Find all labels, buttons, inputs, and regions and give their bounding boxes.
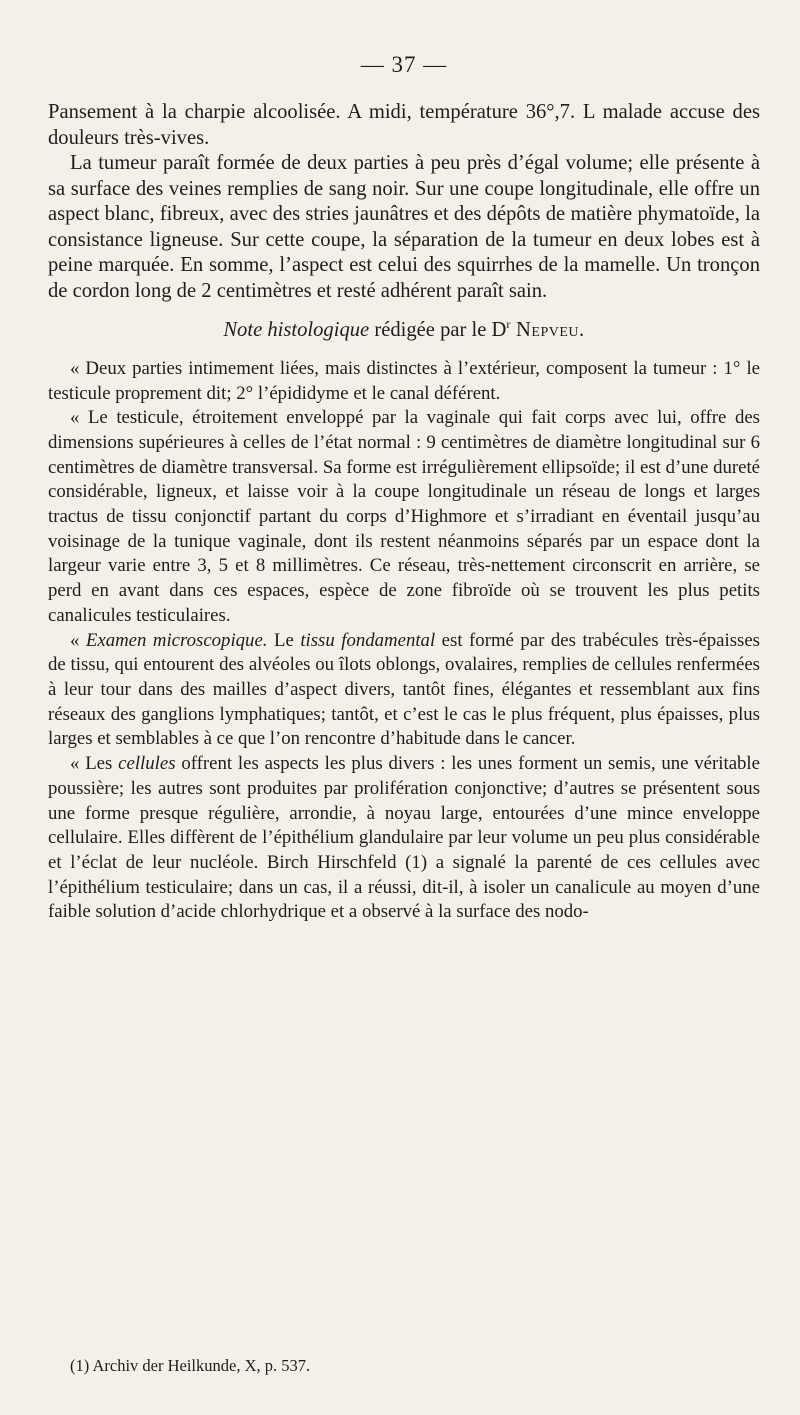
page-number: — 37 —	[360, 52, 448, 77]
note-heading-sup: r	[506, 317, 511, 331]
note-heading	[48, 312, 760, 343]
document-page	[48, 52, 760, 1392]
note-heading-author: Nepveu.	[510, 318, 585, 341]
paragraph: La tumeur paraît formée de deux parties à peu près d’égal volume; elle présente à sa surface des veines remplies de sang noir. Sur une coupe longitudinale, elle offre un aspect blanc, fibreux, avec des stries jaunâtres et des dépôts de matière phymatoïde, la consistance ligneuse. Sur cette coupe, la séparation de la tumeur en deux lobes est à peine marquée. En somme, l’aspect est celui des squirrhes de la mamelle. Un tronçon de cordon long de 2 centimètres et resté adhérent paraît sain.	[48, 152, 760, 302]
case-report-text	[48, 100, 760, 304]
footnote: (1) Archiv der Heilkunde, X, p. 537.	[70, 1356, 311, 1375]
paragraph: « Examen microscopique. Le tissu fondamental est formé par des trabécules très-épaisses de tissu, qui entourent des alvéoles ou îlots oblongs, ovalaires, remplies de cellules renfermées à leur tour dans des mailles d’aspect divers, tantôt fines, élégantes et ressemblant aux fins réseaux des ganglions lymphatiques; tantôt, et c’est le cas le plus fréquent, plus épaisses, plus larges et semblables à ce que l’on rencontre d’habitude dans le cancer.	[48, 629, 760, 750]
paragraph: « Deux parties intimement liées, mais distinctes à l’extérieur, composent la tumeur : 1° le testicule proprement dit; 2° l’épididyme et le canal déférent.	[48, 357, 760, 404]
histology-note-text	[48, 357, 760, 925]
paragraph: Pansement à la charpie alcoolisée. A midi, température 36°,7. L malade accuse des douleurs très-vives.	[48, 101, 760, 149]
paragraph: « Les cellules offrent les aspects les plus divers : les unes forment un semis, une véritable poussière; les autres sont produites par prolifération conjonctive; d’autres se présentent sous une forme presque régulière, arrondie, à noyau large, entourées d’une mince enveloppe cellulaire. Elles diffèrent de l’épithélium glandulaire par leur volume un peu plus considérable et l’éclat de leur nucléole. Birch Hirschfeld (1) a signalé la parenté de ces cellules avec l’épithélium testiculaire; dans un cas, il a réussi, dit-il, à isoler un canalicule au moyen d’une faible solution d’acide chlorhydrique et a observé à la surface des nodo-	[48, 753, 760, 923]
note-heading-middle: rédigée par le D	[369, 318, 507, 341]
paragraph: « Le testicule, étroitement enveloppé par la vaginale qui fait corps avec lui, offre des dimensions supérieures à celles de l’état normal : 9 centimètres de diamètre longitudinal sur 6 centimètres de diamètre transversal. Sa forme est irrégulièrement ellipsoïde; il est d’une dureté considérable, ligneux, et laisse voir à la coupe longitudinale un réseau de longs et larges tractus de tissu conjonctif partant du corps d’Highmore et s’irradiant en éventail jusqu’au voisinage de la tunique vaginale, dont ils restent néanmoins séparés par un espace dont la largeur varie entre 3, 5 et 8 millimètres. Ce réseau, très-nettement circonscrit en arrière, se perd en avant dans ces espaces, espèce de zone fibroïde où se trouvent les plus petits canalicules testiculaires.	[48, 407, 760, 626]
note-heading-title: Note histologique	[223, 318, 370, 341]
